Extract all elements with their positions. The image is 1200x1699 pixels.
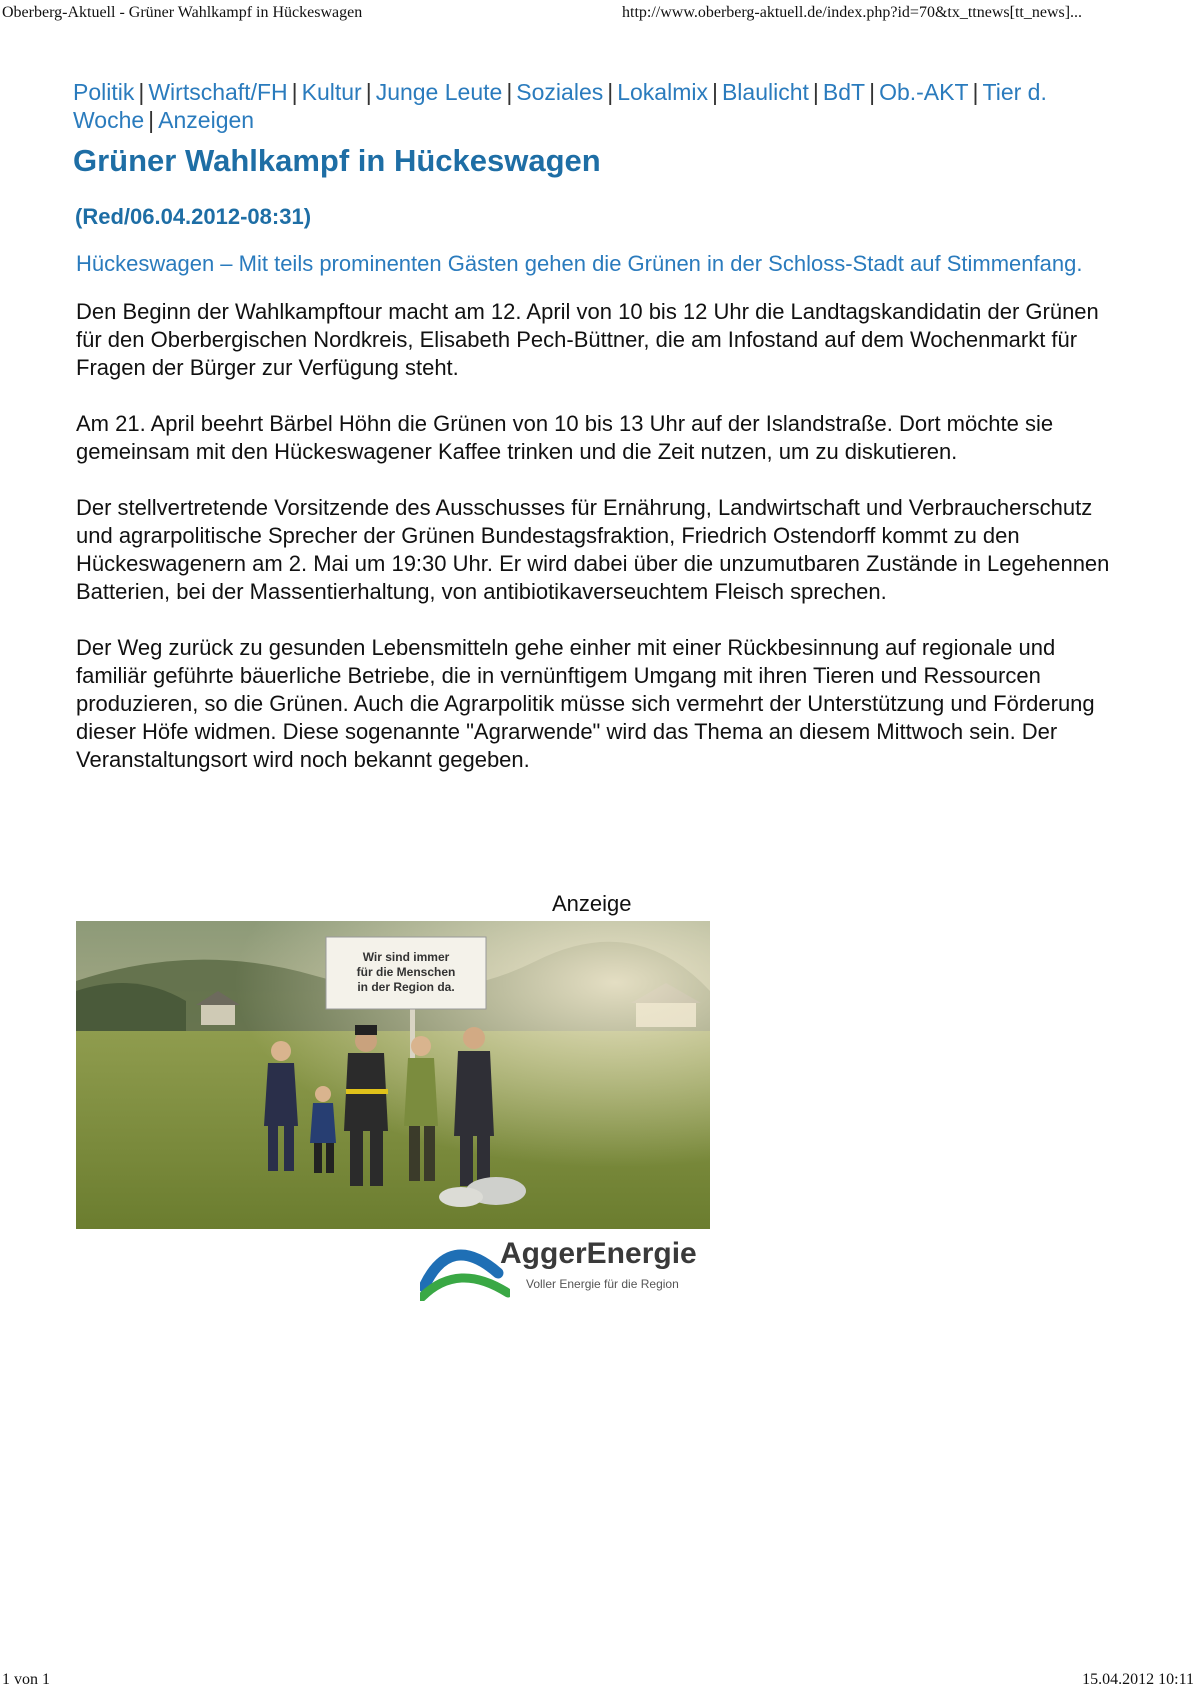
print-header [0,4,1200,26]
nav-item-junge-leute[interactable]: Junge Leute [375,79,503,105]
article-paragraph: Am 21. April beehrt Bärbel Höhn die Grünen von 10 bis 13 Uhr auf der Islandstraße. Dort möchte sie gemeinsam mit den Hückeswagener Kaffee trinken und die Zeit nutzen, um zu diskutieren. [76,411,1054,464]
nav-item-kultur[interactable]: Kultur [301,79,362,105]
ad-tagline: Voller Energie für die Region [526,1277,679,1291]
print-page-url: http://www.oberberg-aktuell.de/index.php?id=70&tx_ttnews[tt_news]... [622,4,1083,21]
article-body [73,298,1123,774]
ad-brand-name: AggerEnergie [500,1237,697,1270]
ad-sign-line: Wir sind immer [362,950,450,964]
nav-item-lokalmix[interactable]: Lokalmix [617,79,708,105]
nav-separator: | [607,79,614,105]
category-nav [73,78,1123,134]
article-dateline: (Red/06.04.2012-08:31) [75,204,312,229]
ad-label: Anzeige [552,891,632,916]
nav-item-wirtschaft[interactable]: Wirtschaft/FH [148,79,288,105]
ad-sign-line: in der Region da. [357,980,455,994]
nav-item-ob-akt[interactable]: Ob.-AKT [879,79,969,105]
article-paragraph: Den Beginn der Wahlkampftour macht am 12. April von 10 bis 12 Uhr die Landtagskandidatin der Grünen für den Oberbergischen Nordkreis, Elisabeth Pech-Büttner, die am Infostand auf dem Wochenmarkt für Fragen der Bürger zur Verfügung steht. [76,299,1099,380]
article-paragraph: Der stellvertretende Vorsitzende des Ausschusses für Ernährung, Landwirtschaft und Verbraucherschutz und agrarpolitische Sprecher der Grünen Bundestagsfraktion, Friedrich Ostendorff kommt zu den Hückeswagenern am 2. Mai um 19:30 Uhr. Er wird dabei über die unzumutbaren Zustände in Legehennen Batterien, bei der Massentierhaltung, von antibiotikaverseuchtem Fleisch sprechen. [76,495,1110,604]
article-headline: Grüner Wahlkampf in Hückeswagen [73,143,601,178]
nav-separator: | [506,79,513,105]
article-paragraph: Der Weg zurück zu gesunden Lebensmitteln gehe einher mit einer Rückbesinnung auf regionale und familiär geführte bäuerliche Betriebe, die in vernünftigem Umgang mit ihren Tieren und Ressourcen produzieren, so die Grünen. Auch die Agrarpolitik müsse sich vermehrt der Unterstützung und Förderung dieser Höfe widmen. Diese sogenannte "Agrarwende" wird das Thema an diesem Mittwoch sein. Der Veranstaltungsort wird noch bekannt gegeben. [76,635,1095,772]
nav-item-anzeigen[interactable]: Anzeigen [158,107,255,133]
nav-item-politik[interactable]: Politik [73,79,135,105]
nav-separator: | [291,79,298,105]
ad-photo-illustration [76,921,710,1229]
nav-separator: | [365,79,372,105]
article-lead: Hückeswagen – Mit teils prominenten Gästen gehen die Grünen in der Schloss-Stadt auf Stimmenfang. [76,251,1083,276]
print-page-count: 1 von 1 [2,1671,50,1688]
print-timestamp: 15.04.2012 10:11 [1082,1671,1194,1688]
nav-item-tier-der-woche[interactable]: Tier d. Woche [73,79,1047,133]
nav-separator: | [711,79,718,105]
nav-separator: | [869,79,876,105]
print-footer [0,1671,1200,1693]
nav-separator: | [812,79,819,105]
nav-item-blaulicht[interactable]: Blaulicht [721,79,809,105]
ad-sign-line: für die Menschen [356,965,456,979]
aggerenergie-logo-mark-icon [420,1233,510,1301]
ad-banner-image[interactable] [76,921,710,1229]
print-page-title: Oberberg-Aktuell - Grüner Wahlkampf in Hückeswagen [2,4,363,21]
nav-separator: | [972,79,979,105]
aggerenergie-logo[interactable] [420,1233,720,1301]
article-content [73,78,1123,802]
nav-separator: | [138,79,145,105]
nav-separator: | [148,107,155,133]
nav-item-bdt[interactable]: BdT [822,79,866,105]
nav-item-soziales[interactable]: Soziales [516,79,604,105]
